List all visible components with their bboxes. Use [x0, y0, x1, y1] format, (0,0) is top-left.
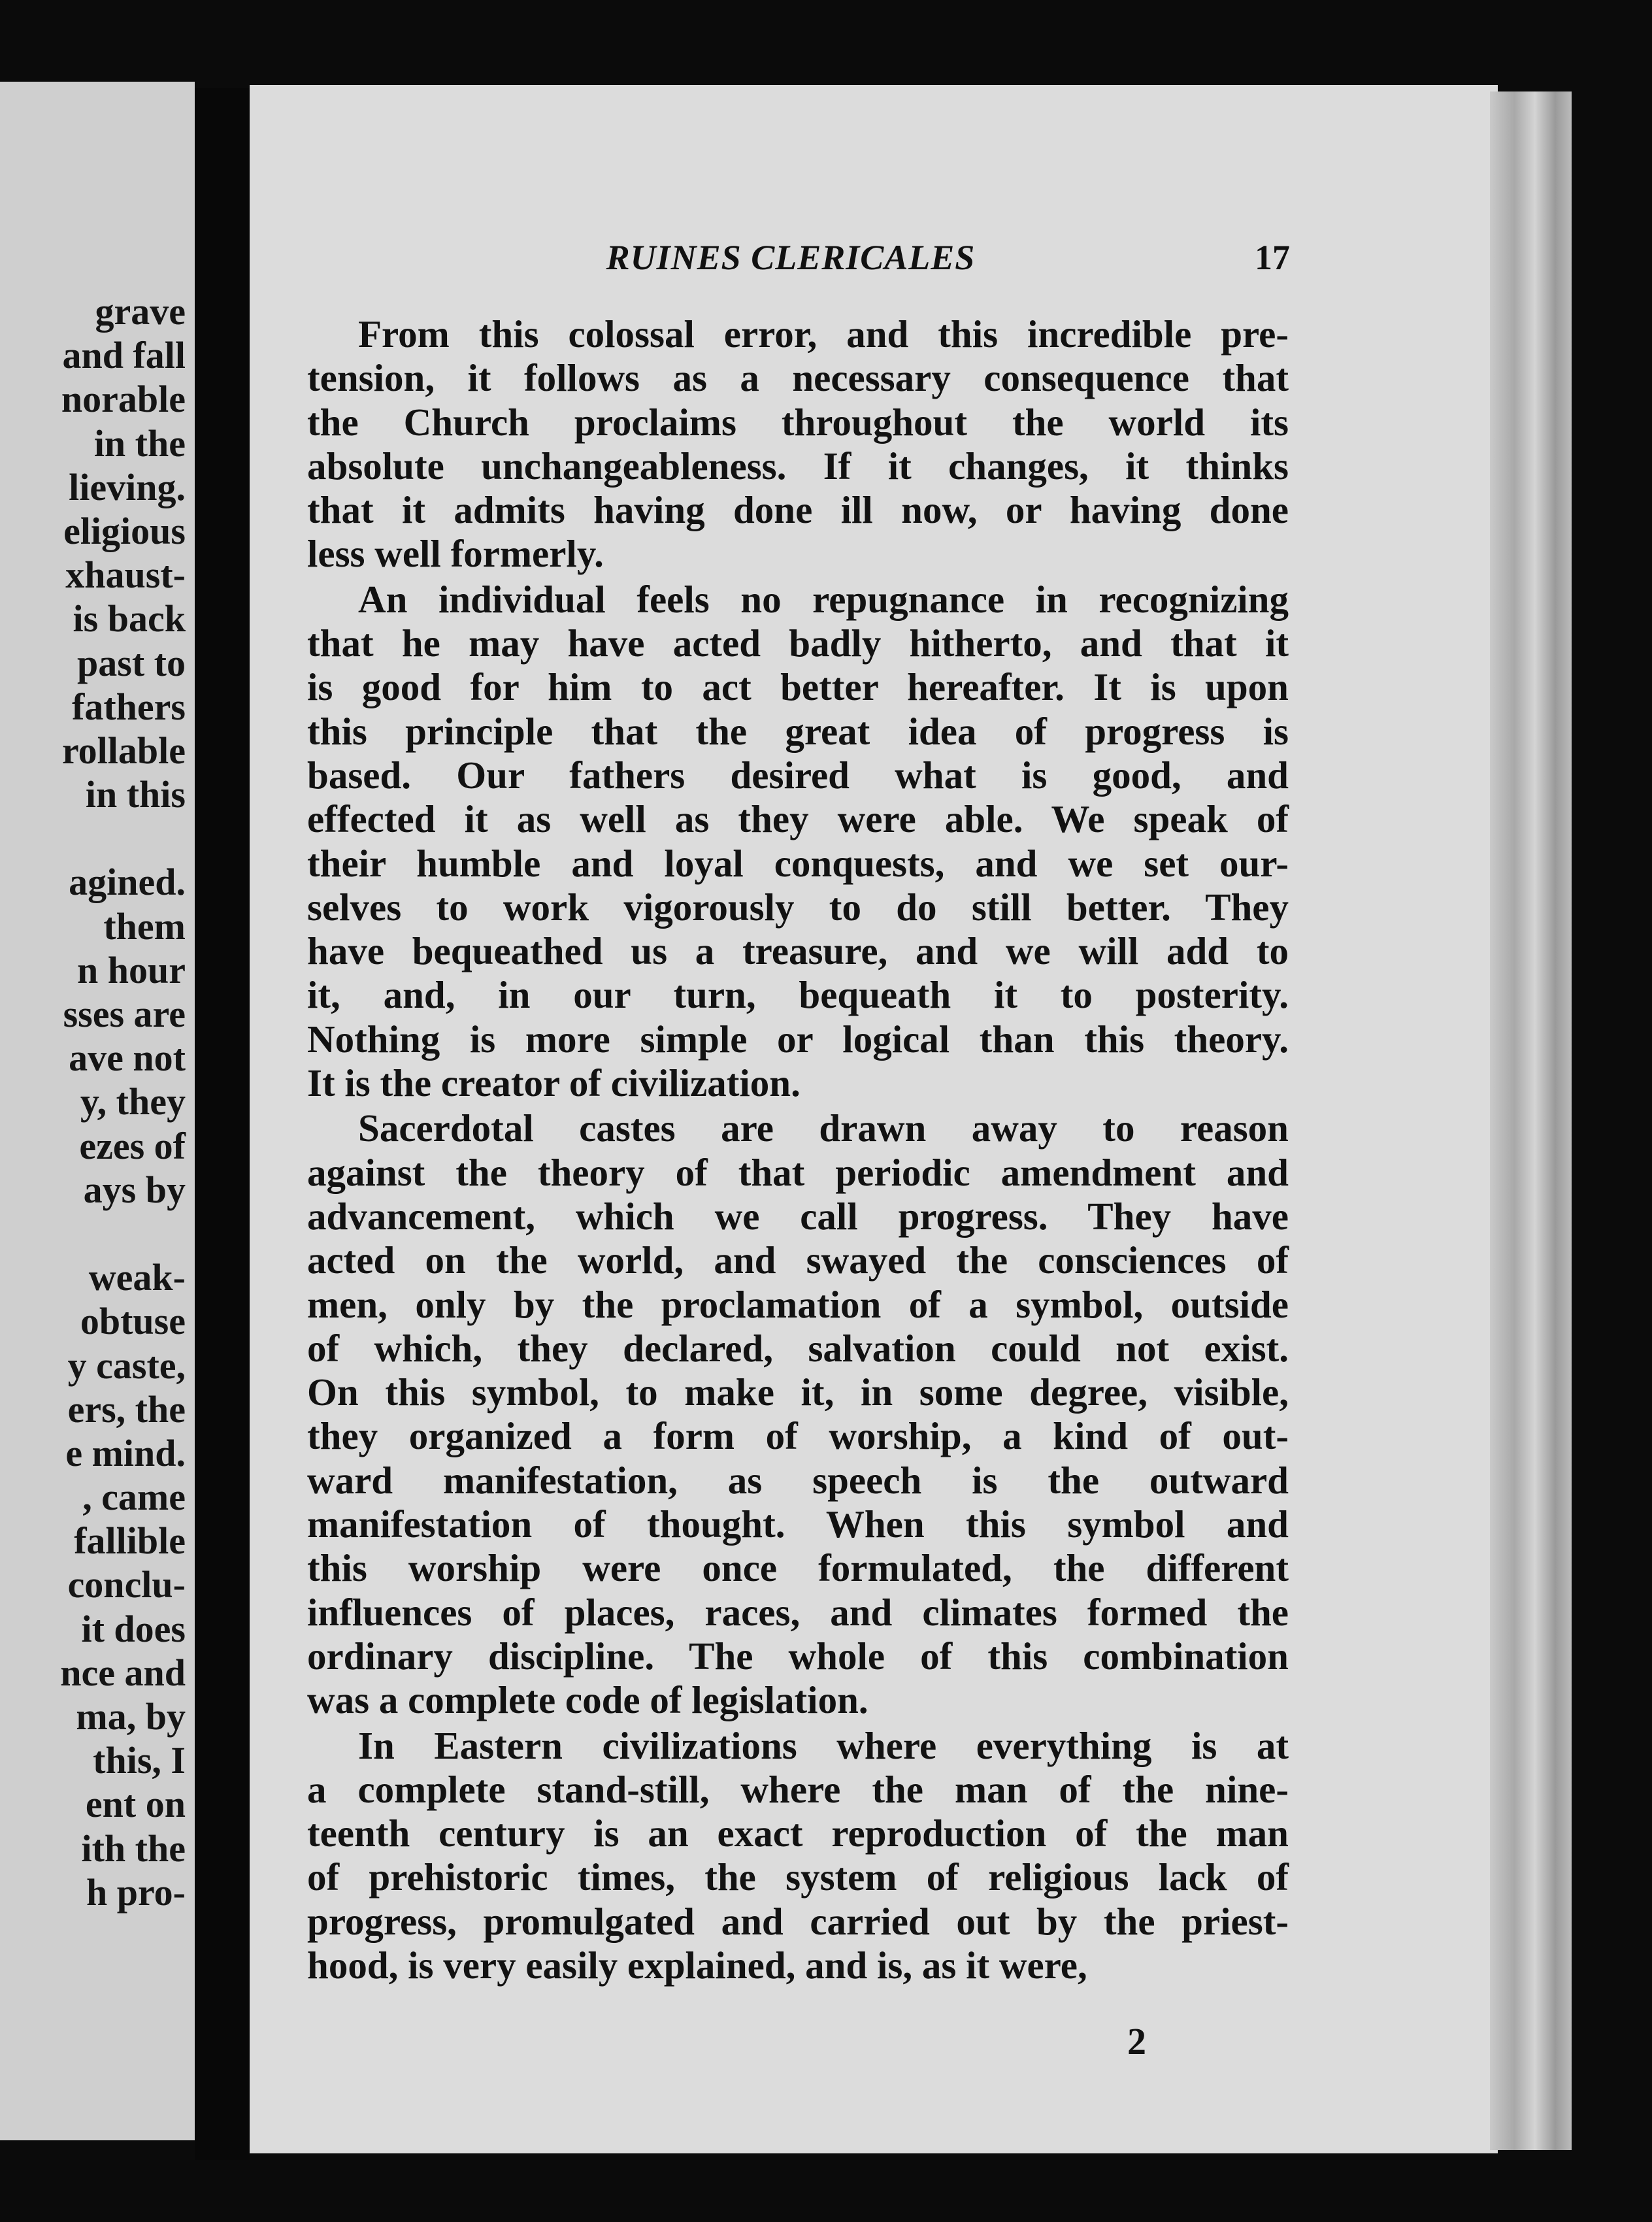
facing-page-text: [0, 290, 186, 1914]
facing-page-line: past to: [77, 641, 186, 684]
text-line: Nothing is more simple or logical than this theory.: [307, 1017, 1289, 1061]
text-line: In Eastern civilizations where everything is at: [358, 1723, 1289, 1767]
facing-page-line: ers, the: [67, 1387, 186, 1431]
paragraph: [307, 578, 1289, 1106]
text-line: tension, it follows as a necessary consequence that: [307, 356, 1289, 400]
paragraph: [307, 312, 1289, 576]
facing-page-line: conclu-: [67, 1563, 186, 1606]
text-line: less well formerly.: [307, 532, 604, 576]
signature-mark: 2: [1127, 2020, 1146, 2063]
facing-page-line: norable: [61, 378, 186, 421]
facing-page-line: fathers: [72, 685, 186, 728]
text-line: acted on the world, and swayed the consciences of: [307, 1238, 1289, 1282]
facing-page-line: ent on: [85, 1783, 186, 1826]
text-line: a complete stand-still, where the man of the nine-: [307, 1767, 1289, 1811]
text-line: this principle that the great idea of progress is: [307, 709, 1289, 753]
text-line: was a complete code of legislation.: [307, 1678, 868, 1722]
facing-page-line: xhaust-: [65, 554, 186, 597]
facing-page-line: eligious: [63, 509, 186, 552]
text-line: this worship were once formulated, the different: [307, 1546, 1289, 1590]
text-line: based. Our fathers desired what is good, and: [307, 753, 1289, 797]
facing-page-line: ays by: [83, 1168, 186, 1211]
text-line: that it admits having done ill now, or having done: [307, 488, 1289, 532]
text-line: they organized a form of worship, a kind of out-: [307, 1414, 1289, 1458]
text-line: On this symbol, to make it, in some degree, visible,: [307, 1370, 1289, 1414]
body-text: [307, 312, 1289, 1987]
text-line: influences of places, races, and climates formed the: [307, 1590, 1289, 1634]
text-line: ordinary discipline. The whole of this combination: [307, 1634, 1289, 1678]
facing-page-line: grave: [95, 290, 186, 333]
page-edges: [1490, 91, 1572, 2150]
facing-page-line: obtuse: [80, 1300, 186, 1343]
facing-page-line: , came: [82, 1476, 186, 1519]
facing-page-line: y, they: [80, 1080, 186, 1123]
facing-page-line: y caste,: [67, 1344, 186, 1387]
facing-page-line: ezes of: [79, 1124, 186, 1167]
facing-page-line: lieving.: [69, 465, 186, 508]
text-line: selves to work vigorously to do still better. They: [307, 885, 1289, 929]
facing-page-line: [0, 1212, 186, 1255]
facing-page-line: ma, by: [76, 1695, 186, 1738]
facing-page-line: ith the: [81, 1827, 186, 1870]
facing-page-line: rollable: [61, 729, 186, 772]
text-line: ward manifestation, as speech is the outward: [307, 1458, 1289, 1502]
facing-page-line: sses are: [63, 993, 186, 1035]
text-line: teenth century is an exact reproduction of the man: [307, 1812, 1289, 1855]
text-line: is good for him to act better hereafter. It is upon: [307, 665, 1289, 709]
book-gutter: [195, 88, 250, 2160]
text-line: hood, is very easily explained, and is, as it were,: [307, 1943, 1087, 1987]
facing-page-line: this, I: [93, 1739, 186, 1782]
paragraph: [307, 1724, 1289, 1988]
running-title: RUINES CLERICALES: [606, 238, 976, 277]
facing-page-line: nce and: [60, 1651, 186, 1694]
text-line: From this colossal error, and this incredible pre-: [358, 312, 1289, 356]
facing-page-line: e mind.: [65, 1431, 186, 1474]
text-line: Sacerdotal castes are drawn away to reason: [358, 1106, 1289, 1150]
facing-page-line: ave not: [69, 1036, 186, 1080]
facing-page-line: weak-: [88, 1256, 186, 1299]
text-line: that he may have acted badly hitherto, and that it: [307, 622, 1289, 665]
running-head: [0, 234, 1290, 293]
text-line: manifestation of thought. When this symbol and: [307, 1502, 1289, 1546]
facing-page-line: in this: [85, 773, 186, 816]
text-line: effected it as well as they were able. We speak of: [307, 797, 1289, 841]
text-line: absolute unchangeableness. If it changes, it thinks: [307, 444, 1289, 488]
text-line: of which, they declared, salvation could not exist.: [307, 1326, 1289, 1370]
facing-page-line: [0, 816, 186, 860]
text-line: their humble and loyal conquests, and we set our-: [307, 841, 1289, 885]
facing-page-line: n hour: [76, 948, 186, 991]
text-line: the Church proclaims throughout the world its: [307, 400, 1289, 444]
paragraph: [307, 1106, 1289, 1722]
text-line: against the theory of that periodic amendment and: [307, 1150, 1289, 1194]
text-line: it, and, in our turn, bequeath it to posterity.: [307, 973, 1289, 1017]
text-line: have bequeathed us a treasure, and we will add to: [307, 929, 1289, 973]
facing-page-line: agined.: [69, 861, 186, 904]
text-line: progress, promulgated and carried out by the priest-: [307, 1899, 1289, 1943]
facing-page-line: is back: [73, 597, 186, 640]
text-line: men, only by the proclamation of a symbol, outside: [307, 1282, 1289, 1326]
facing-page-line: h pro-: [86, 1870, 186, 1914]
facing-page-line: them: [103, 904, 186, 948]
page-number: 17: [1255, 238, 1290, 277]
facing-page-line: fallible: [74, 1519, 186, 1563]
text-line: It is the creator of civilization.: [307, 1061, 801, 1105]
text-line: An individual feels no repugnance in recognizing: [358, 577, 1289, 621]
text-line: advancement, which we call progress. They have: [307, 1194, 1289, 1238]
facing-page: [0, 82, 195, 2140]
text-line: of prehistoric times, the system of religious lack of: [307, 1855, 1289, 1899]
facing-page-line: it does: [81, 1607, 186, 1650]
facing-page-line: in the: [93, 422, 186, 465]
facing-page-line: and fall: [62, 334, 186, 377]
